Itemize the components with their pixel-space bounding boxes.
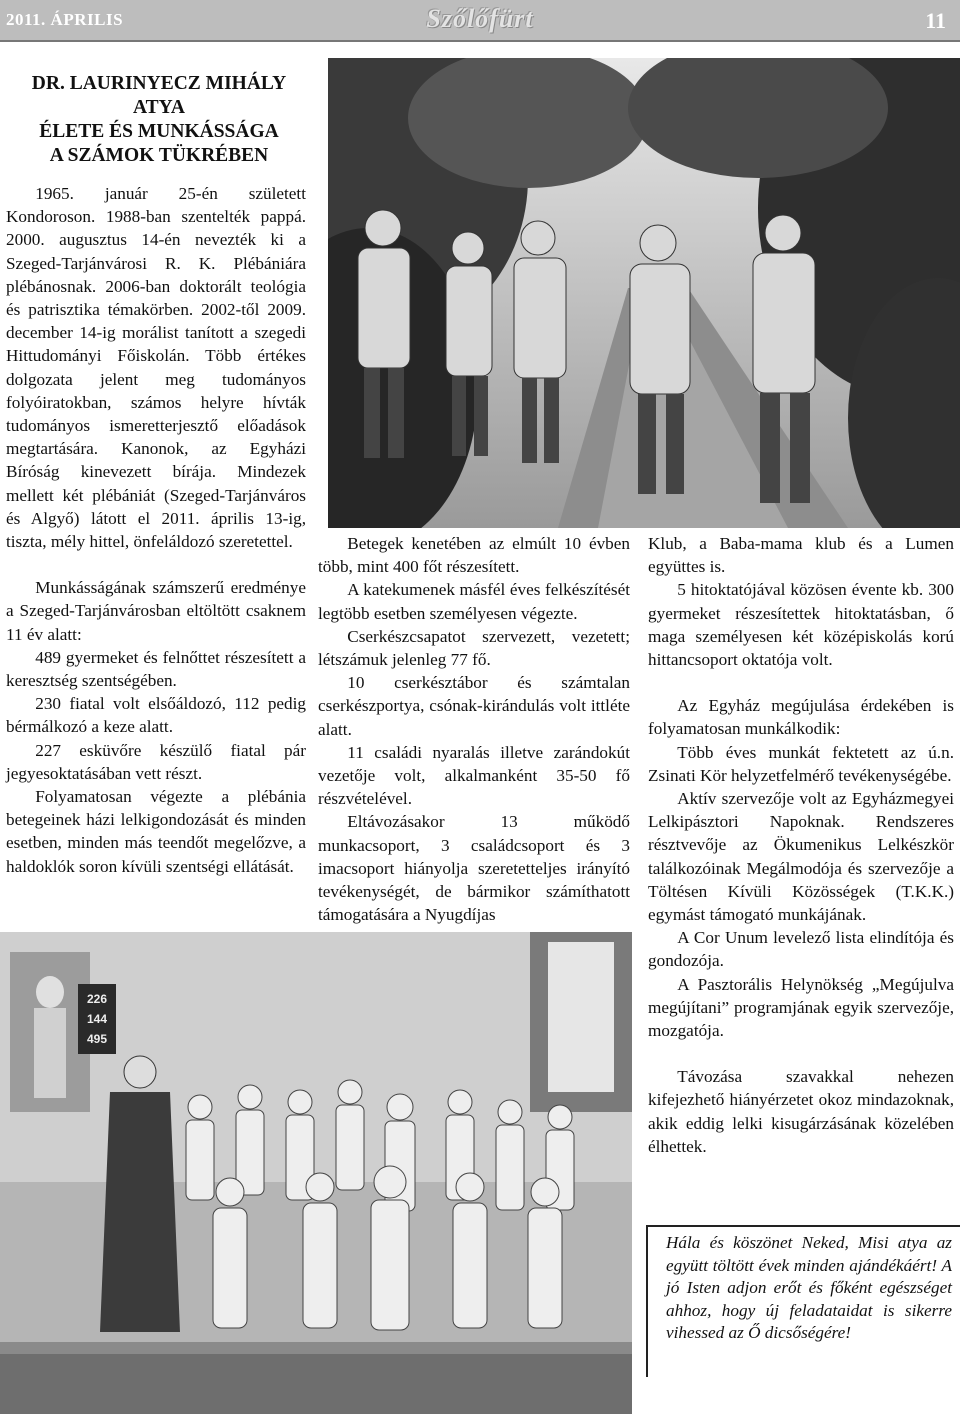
paragraph-synod-circle: Több éves munkát fektetett az ú.n. Zsinati Kör helyzetfelmérő tevékenységébe. <box>648 742 954 785</box>
pilgrimage-illustration <box>328 58 960 528</box>
title-line: ÉLETE ÉS MUNKÁSSÁGA <box>39 121 279 142</box>
paragraph-weddings: 227 esküvőre készülő fiatal pár jegyesoktatásában vett részt. <box>6 740 306 783</box>
communion-illustration <box>0 932 632 1414</box>
page-header <box>0 0 960 42</box>
paragraph-pastoral-days: Aktív szervezője volt az Egyházmegyei Lelkipásztori Napoknak. Rendszeres résztvevője az Ökumenikus Lelkészkör találkozóinak Megálmodója és szervezője a Töltésen Kívüli Közösségek (T.K.K.) egymást támogató munkájának. <box>648 789 954 925</box>
hymn-number-3: 495 <box>86 1032 108 1046</box>
paragraph-groups: Eltávozásakor 13 működő munkacsoport, 3 családcsoport és 3 imacsoport hiányolja szeretetteljes irányító tevékenységét, de bármikor számíthatott támogatására a Nyugdíjas <box>318 812 630 925</box>
closing-quote-box <box>646 1225 960 1377</box>
hymn-number-1: 226 <box>86 992 108 1006</box>
paragraph-scouts: Cserkészcsapatot szervezett, vezetett; létszámuk jelenleg 77 fő. <box>318 626 630 670</box>
photo-pilgrimage <box>328 58 960 528</box>
paragraph-communion: 230 fiatal volt elsőáldozó, 112 pedig bérmálkozó a keze alatt. <box>6 694 306 737</box>
page-number: 11 <box>925 8 946 33</box>
paragraph-catechists: 5 hitoktatójával közösen évente kb. 300 gyermeket részesítettek hitoktatásban, ő maga személyesen két középiskolás korú hittancsoport oktatója volt. <box>648 580 954 670</box>
paragraph-clubs: Klub, a Baba-mama klub és a Lumen együttes is. <box>648 534 954 577</box>
paragraph-scout-camps: 10 cserkésztábor és számtalan cserkészportya, csónak-kirándulás volt ittléte alatt. <box>318 673 630 739</box>
photo-first-communion <box>0 932 632 1414</box>
title-line: A SZÁMOK TÜKRÉBEN <box>49 145 269 166</box>
title-line: DR. LAURINYECZ MIHÁLY <box>31 73 287 94</box>
paragraph-catechumens: A katekumenek másfél éves felkészítését legtöbb esetben személyesen végezte. <box>318 580 630 623</box>
paragraph-anointing: Betegek kenetében az elmúlt 10 évben több, mint 400 főt részesített. <box>318 534 630 577</box>
magazine-title: Szőlőfürt <box>426 4 534 33</box>
paragraph-results-intro: Munkásságának számszerű eredménye a Szeged-Tarjánvárosban eltöltött csaknem 11 év alatt: <box>6 578 306 644</box>
paragraph-church-renewal: Az Egyház megújulása érdekében is folyamatosan munkálkodik: <box>648 696 954 739</box>
column-2 <box>318 532 630 926</box>
paragraph-sick-care: Folyamatosan végezte a plébánia betegeinek házi lelkigondozását és minden esetben, minden más teendőt megelőzve, a haldoklók soron kívüli szentségi ellátását. <box>6 787 306 876</box>
paragraph-cor-unum: A Cor Unum levelező lista elindítója és gondozója. <box>648 928 954 971</box>
paragraph-farewell: Távozása szavakkal nehezen kifejezhető hiányérzetet okoz mindazoknak, akik eddig lelki kisugárzásának közelében élhettek. <box>648 1067 954 1156</box>
paragraph-pilgrimages: 11 családi nyaralás illetve zarándokút vezetője volt, alkalmanként 35-50 fő részvételével. <box>318 742 630 809</box>
title-line: ATYA <box>132 97 186 118</box>
hymn-number-2: 144 <box>86 1012 108 1026</box>
issue-date: 2011. ÁPRILIS <box>6 10 124 29</box>
article-title <box>6 72 312 168</box>
paragraph-renewal-program: A Pasztorális Helynökség „Megújulva megújítani” programjának egyik szervezője, mozgatója. <box>648 974 954 1041</box>
paragraph-baptism: 489 gyermeket és felnőttet részesített a keresztség szentségében. <box>6 647 306 691</box>
paragraph-biography: 1965. január 25-én született Kondoroson. 1988-ban szentelték pappá. 2000. augusztus 14-én nevezték ki a Szeged-Tarjánvárosi R. K. Plébániára plébánosnak. 2006-ban doktorált teológia és patrisztika témakörben. 2002-től 2009. december 14-ig morálist tanított a szegedi Hittudományi Főiskolán. Több értékes dolgozata jelent meg tudományos folyóiratokban, számos helyre hívták tudományos ismeretterjesztő előadások megtartására. Kanonok, az Egyházi Bíróság kinevezett bírája. Mindezek mellett két plébániát (Szeged-Tarjánváros és Algyő) látott el 2011. április 13-ig, tiszta, mély hittel, önfeláldozó szeretettel. <box>6 184 306 552</box>
column-3 <box>648 532 954 1158</box>
closing-quote: Hála és köszönet Neked, Misi atya az együtt töltött évek minden ajándékáért! A jó Isten adjon erőt és főként egészséget ahhoz, hogy új feladataidat is sikerre vihessed az Ő dicsőségére! <box>666 1233 952 1343</box>
column-1 <box>6 182 306 878</box>
